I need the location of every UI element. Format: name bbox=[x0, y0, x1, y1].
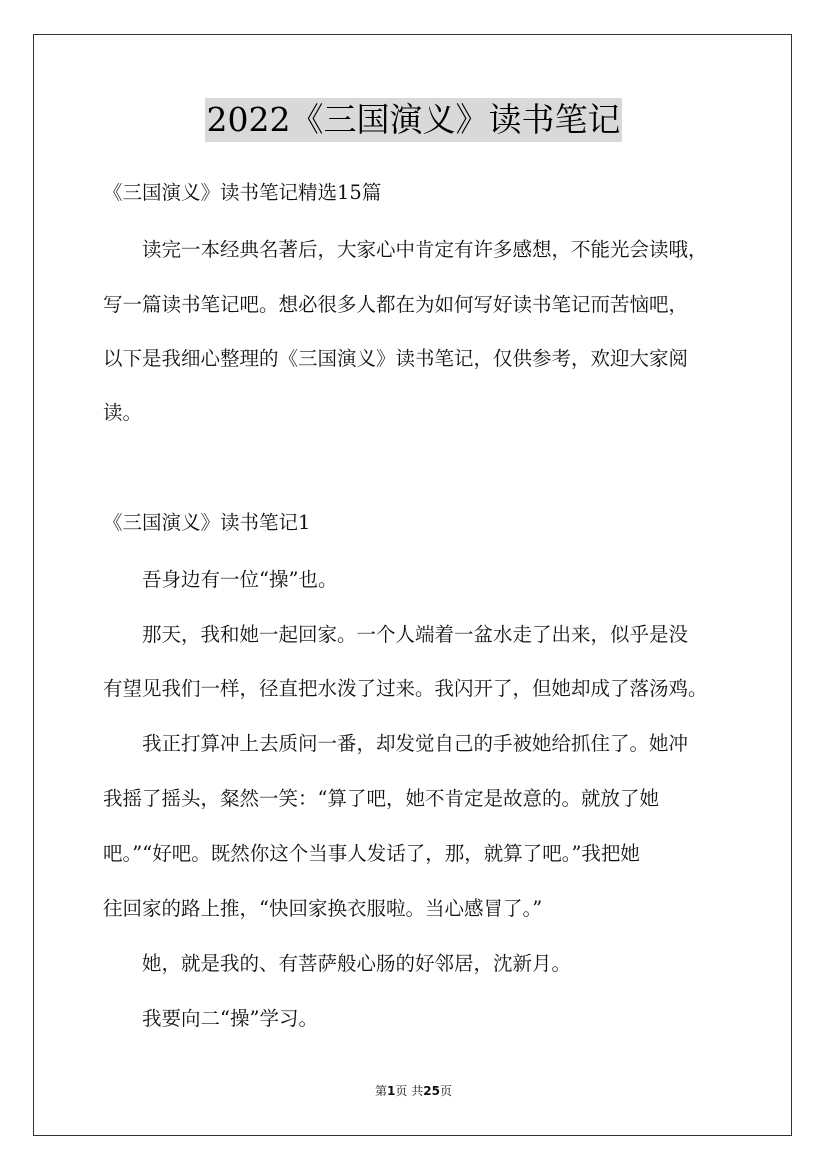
body-line-4: 我正打算冲上去质问一番，却发觉自己的手被她给抓住了。她冲 bbox=[142, 732, 689, 755]
document-title: 2022《三国演义》读书笔记 bbox=[205, 98, 623, 142]
body-line-3: 有望见我们一样，径直把水泼了过来。我闪开了，但她却成了落汤鸡。 bbox=[103, 677, 708, 700]
document-subtitle: 《三国演义》读书笔记精选15篇 bbox=[103, 181, 382, 204]
section-heading: 《三国演义》读书笔记1 bbox=[103, 511, 311, 534]
body-line-9: 我要向二“操”学习。 bbox=[142, 1007, 318, 1030]
footer-page-current: 1 bbox=[387, 1084, 396, 1098]
body-line-8: 她，就是我的、有菩萨般心肠的好邻居，沈新月。 bbox=[142, 952, 572, 975]
intro-line-1: 读完一本经典名著后，大家心中肯定有许多感想，不能光会读哦， bbox=[142, 238, 708, 261]
footer-mid: 页 共 bbox=[395, 1084, 424, 1098]
body-line-7: 往回家的路上推，“快回家换衣服啦。当心感冒了。” bbox=[103, 897, 543, 920]
page-footer bbox=[0, 1082, 827, 1099]
intro-line-4: 读。 bbox=[103, 401, 143, 424]
body-line-5: 我摇了摇头，粲然一笑：“算了吧，她不肯定是故意的。就放了她 bbox=[103, 787, 659, 810]
footer-page-total: 25 bbox=[423, 1084, 440, 1098]
intro-line-2: 写一篇读书笔记吧。想必很多人都在为如何写好读书笔记而苦恼吧， bbox=[103, 293, 689, 316]
title-wrap bbox=[0, 98, 827, 142]
body-line-6: 吧。”“好吧。既然你这个当事人发话了，那，就算了吧。”我把她 bbox=[103, 842, 640, 865]
body-line-1: 吾身边有一位“操”也。 bbox=[142, 568, 338, 591]
intro-line-3: 以下是我细心整理的《三国演义》读书笔记，仅供参考，欢迎大家阅 bbox=[103, 347, 689, 370]
footer-suffix: 页 bbox=[439, 1084, 452, 1098]
body-line-2: 那天，我和她一起回家。一个人端着一盆水走了出来，似乎是没 bbox=[142, 623, 689, 646]
footer-prefix: 第 bbox=[375, 1084, 388, 1098]
